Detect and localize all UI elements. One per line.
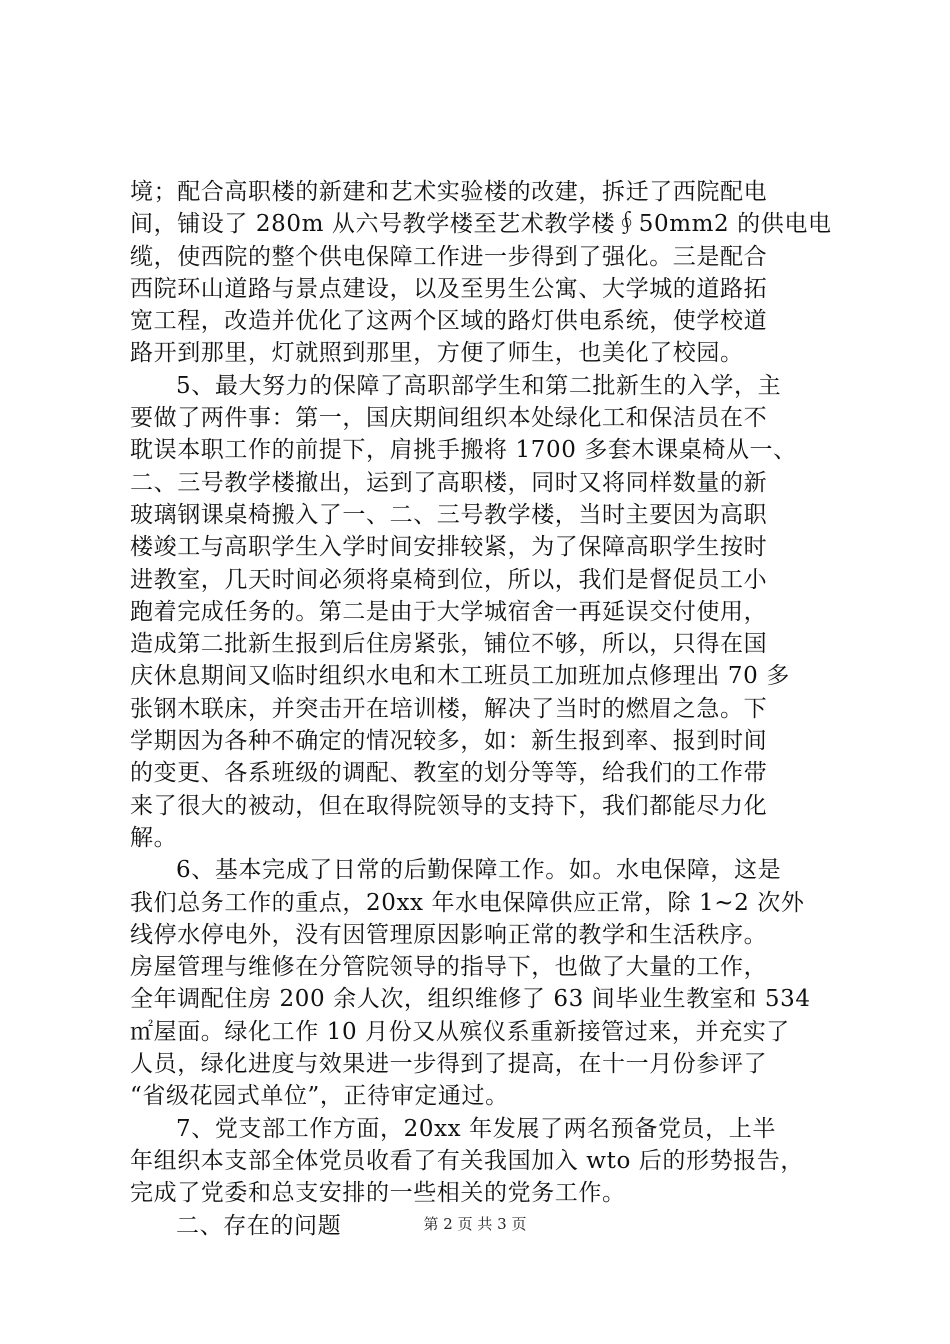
text-line: 来了很大的被动，但在取得院领导的支持下，我们都能尽力化 [130,792,768,819]
text-line: ㎡屋面。绿化工作 10 月份又从殡仪系重新接管过来，并充实了 [130,1018,790,1045]
text-line: 宽工程，改造并优化了这两个区域的路灯供电系统，使学校道 [130,308,768,335]
text-line: 5、最大努力的保障了高职部学生和第二批新生的入学，主 [176,372,782,399]
text-line: 西院环山道路与景点建设，以及至男生公寓、大学城的道路拓 [130,275,768,302]
text-line: 缆，使西院的整个供电保障工作进一步得到了强化。三是配合 [130,243,768,270]
text-line: 7、党支部工作方面，20xx 年发展了两名预备党员，上半 [176,1115,776,1142]
text-line: 的变更、各系班级的调配、教室的划分等等，给我们的工作带 [130,760,768,787]
text-line: 境；配合高职楼的新建和艺术实验楼的改建，拆迁了西院配电 [130,179,768,205]
text-line: 年组织本支部全体党员收看了有关我国加入 wto 后的形势报告， [130,1147,804,1174]
text-line: 解。 [130,824,178,851]
text-line: 学期因为各种不确定的情况较多，如：新生报到率、报到时间 [130,728,768,755]
text-line: 间，铺设了 280m 从六号教学楼至艺术教学楼∮50mm2 的供电电 [130,211,832,238]
text-line: 楼竣工与高职学生入学时间安排较紧，为了保障高职学生按时 [130,534,768,561]
text-line: 人员，绿化进度与效果进一步得到了提高，在十一月份参评了 [130,1051,768,1078]
document-body [130,176,830,1242]
text-line: 跑着完成任务的。第二是由于大学城宿舍一再延误交付使用， [130,598,768,625]
text-line: 玻璃钢课桌椅搬入了一、二、三号教学楼，当时主要因为高职 [130,501,768,528]
text-line: 二、三号教学楼撤出，运到了高职楼，同时又将同样数量的新 [130,469,768,496]
text-line: 房屋管理与维修在分管院领导的指导下，也做了大量的工作， [130,954,768,981]
text-line: 庆休息期间又临时组织水电和木工班员工加班加点修理出 70 多 [130,663,790,690]
text-line: 张钢木联床，并突击开在培训楼，解决了当时的燃眉之急。下 [130,695,768,722]
text-line: 完成了党委和总支安排的一些相关的党务工作。 [130,1180,626,1207]
text-line: 要做了两件事：第一，国庆期间组织本处绿化工和保洁员在不 [130,405,768,432]
text-line: 6、基本完成了日常的后勤保障工作。如。水电保障，这是 [176,857,782,884]
text-line: “省级花园式单位”，正待审定通过。 [130,1083,509,1110]
text-line: 造成第二批新生报到后住房紧张，铺位不够，所以，只得在国 [130,631,768,658]
page-number-footer: 第 2 页 共 3 页 [423,1215,527,1233]
text-line: 耽误本职工作的前提下，肩挑手搬将 1700 多套木课桌椅从一、 [130,437,797,464]
text-line: 二、存在的问题 [176,1212,342,1239]
text-line: 线停水停电外，没有因管理原因影响正常的教学和生活秩序。 [130,921,768,948]
text-line: 全年调配住房 200 余人次，组织维修了 63 间毕业生教室和 534 [130,986,811,1013]
text-line: 我们总务工作的重点，20xx 年水电保障供应正常，除 1~2 次外 [130,889,805,916]
text-line: 进教室，几天时间必须将桌椅到位，所以，我们是督促员工小 [130,566,768,593]
text-line: 路开到那里，灯就照到那里，方便了师生，也美化了校园。 [130,340,744,367]
